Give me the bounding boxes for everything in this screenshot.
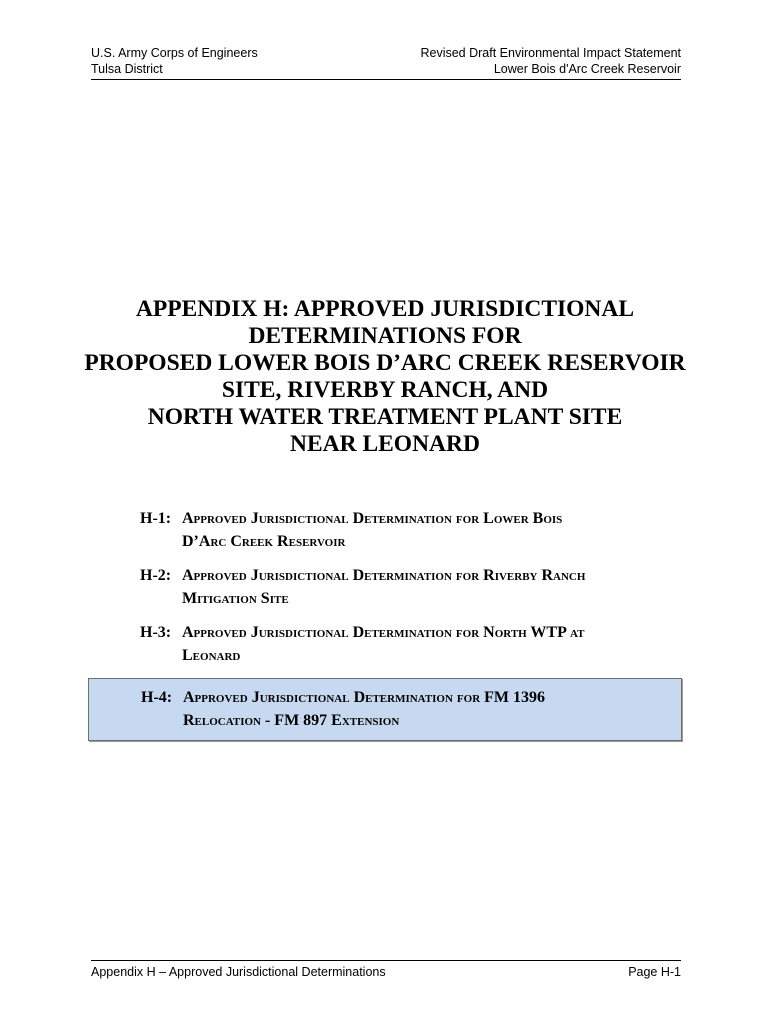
header-left-block [91,45,258,77]
contents-item-line: Leonard [182,647,241,664]
appendix-title [60,296,710,458]
contents-item-h1 [88,507,680,553]
contents-item-code: H-2: [140,567,172,584]
title-line: APPENDIX H: APPROVED JURISDICTIONAL [135,296,635,322]
contents-item-line: Approved Jurisdictional Determination for Lower Bois [182,510,563,527]
contents-item-line: Mitigation Site [182,590,289,607]
contents-item-text [140,621,680,667]
contents-item-text [141,686,681,732]
contents-item-code: H-4: [141,689,173,706]
header-district: Tulsa District [91,62,163,76]
footer-section-title: Appendix H – Approved Jurisdictional Determinations [91,965,386,979]
page-header [91,45,681,80]
header-project-name: Lower Bois d'Arc Creek Reservoir [493,62,681,76]
contents-item-line: D’Arc Creek Reservoir [182,533,346,550]
contents-item-line: Approved Jurisdictional Determination for North WTP at [182,624,585,641]
title-line: NEAR LEONARD [290,431,480,457]
contents-item-text [140,507,680,553]
contents-item-h4-highlighted [88,678,682,741]
contents-item-code: H-1: [140,510,172,527]
header-agency: U.S. Army Corps of Engineers [91,46,258,60]
title-line: DETERMINATIONS FOR [248,323,522,349]
contents-item-h3 [88,621,680,667]
title-line: NORTH WATER TREATMENT PLANT SITE [147,404,623,430]
page-footer [91,960,681,981]
title-line: PROPOSED LOWER BOIS D’ARC CREEK RESERVOIR [84,350,686,376]
title-line: SITE, RIVERBY RANCH, AND [221,377,549,403]
contents-item-code: H-3: [140,624,172,641]
contents-item-h2 [88,564,680,610]
contents-item-line: Relocation - FM 897 Extension [183,712,400,729]
footer-page-number: Page H-1 [628,965,681,979]
contents-item-line: Approved Jurisdictional Determination for Riverby Ranch [182,567,586,584]
header-document-title: Revised Draft Environmental Impact Statement [420,46,681,60]
header-right-block [420,45,681,77]
contents-item-line: Approved Jurisdictional Determination for FM 1396 [183,689,546,706]
appendix-contents-list [88,507,680,741]
contents-item-text [140,564,680,610]
